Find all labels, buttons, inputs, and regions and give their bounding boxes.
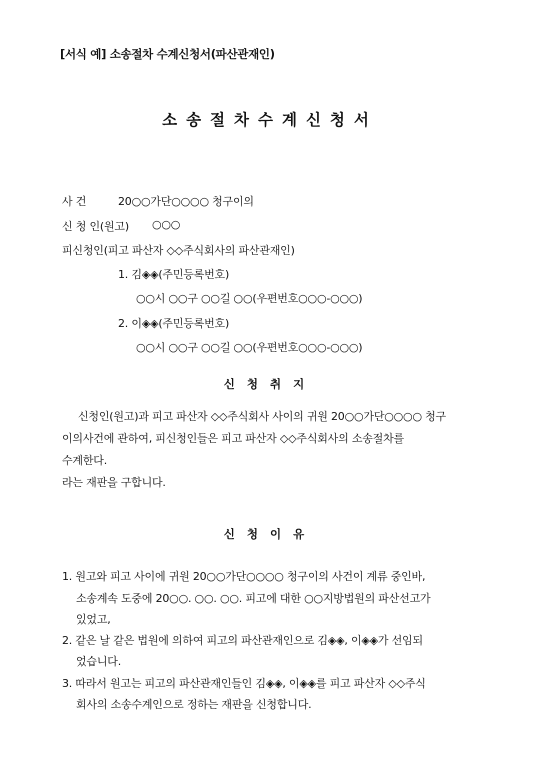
respondent-name: 1. 김◈◈(주민등록번호) (118, 268, 230, 281)
reason-line: 1. 원고와 피고 사이에 귀원 20○○가단○○○○ 청구이의 사건이 계류 중인바, (62, 570, 426, 583)
reason-line: 었습니다. (76, 655, 122, 668)
purpose-heading: 신청취지 (223, 377, 317, 391)
respondent-label: 피신청인(피고 파산자 ◇◇주식회사의 파산관재인) (62, 244, 295, 257)
form-header: [서식 예] 소송절차 수계신청서(파산관재인) (60, 47, 275, 61)
reason-line: 있었고, (76, 613, 111, 626)
case-value: 20○○가단○○○○ 청구이의 (118, 195, 254, 208)
reasons-heading: 신청이유 (223, 527, 317, 541)
reason-line: 회사의 소송수계인으로 정하는 재판을 신청합니다. (76, 698, 312, 711)
purpose-line: 라는 재판을 구합니다. (62, 476, 166, 489)
reason-line: 2. 같은 날 같은 법원에 의하여 피고의 파산관재인으로 김◈◈, 이◈◈가 선임되 (62, 634, 423, 647)
purpose-line: 수계한다. (62, 454, 108, 467)
purpose-line: 신청인(원고)과 피고 파산자 ◇◇주식회사 사이의 귀원 20○○가단○○○○ 청구 (78, 410, 446, 423)
reason-line: 소송계속 도중에 20○○. ○○. ○○. 피고에 대한 ○○지방법원의 파산선고가 (76, 592, 431, 605)
purpose-line: 이의사건에 관하여, 피신청인들은 피고 파산자 ◇◇주식회사의 소송절차를 (62, 432, 404, 445)
respondent-address: ○○시 ○○구 ○○길 ○○(우편번호○○○-○○○) (136, 292, 363, 305)
applicant-label: 신 청 인(원고) (62, 220, 129, 233)
applicant-value: ○○○ (152, 218, 181, 231)
case-label: 사 건 (62, 195, 87, 208)
document-title: 소송절차수계신청서 (162, 111, 378, 129)
respondent-address: ○○시 ○○구 ○○길 ○○(우편번호○○○-○○○) (136, 341, 363, 354)
respondent-name: 2. 이◈◈(주민등록번호) (118, 317, 230, 330)
reason-line: 3. 따라서 원고는 피고의 파산관재인들인 김◈◈, 이◈◈를 피고 파산자 ◇◇주식 (62, 677, 426, 690)
